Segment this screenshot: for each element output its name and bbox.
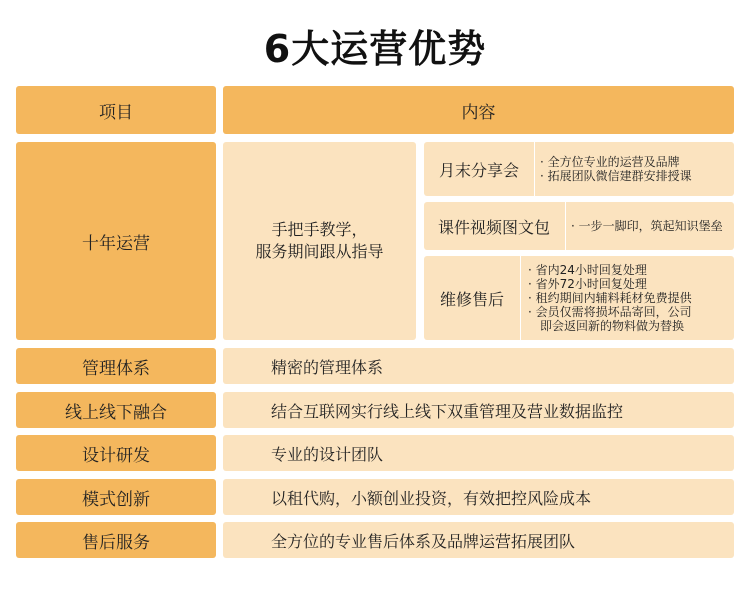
row-label-model: 模式创新 [16,479,216,515]
row-content-design: 专业的设计团队 [223,435,734,471]
note-line: · 省内24小时回复处理 [528,263,647,277]
row-label-management: 管理体系 [16,348,216,384]
header-content: 内容 [223,86,734,134]
sub-item-label: 维修售后 [439,289,504,309]
row-label-ten-years: 十年运营 [16,142,216,340]
page-title: 6大运营优势 [263,27,487,71]
note-line: · 一步一脚印，筑起知识堡垒 [571,219,723,233]
sub-item-notes [540,142,734,196]
sub-item-label: 月末分享会 [438,160,519,180]
note-line: · 全方位专业的运营及品牌 [540,155,680,169]
sub-item-notes [528,256,734,340]
row-content-management: 精密的管理体系 [223,348,734,384]
header-item: 项目 [16,86,216,134]
note-line: · 会员仅需将损坏品寄回，公司 [528,305,692,319]
row-content-online-offline: 结合互联网实行线上线下双重管理及营业数据监控 [223,392,734,428]
note-line: · 租约期间内辅料耗材免费提供 [528,291,692,305]
main-text-line-1: 手把手教学， [271,220,368,239]
row-label-online-offline: 线上线下融合 [16,392,216,428]
row-label-design: 设计研发 [16,435,216,471]
divider [520,256,521,340]
sub-item-label: 课件视频图文包 [437,217,550,237]
note-line: · 拓展团队微信建群安排授课 [540,169,692,183]
note-line: 即会返回新的物料做为替换 [540,319,685,333]
main-text-teaching [223,142,416,340]
row-label-after-sales: 售后服务 [16,522,216,558]
divider [565,202,566,250]
main-text-line-2: 服务期间跟从指导 [255,242,384,261]
row-content-after-sales: 全方位的专业售后体系及品牌运营拓展团队 [223,522,734,558]
divider [534,142,535,196]
row-content-model: 以租代购，小额创业投资，有效把控风险成本 [223,479,734,515]
sub-item-notes [571,202,734,250]
note-line: · 省外72小时回复处理 [528,277,647,291]
